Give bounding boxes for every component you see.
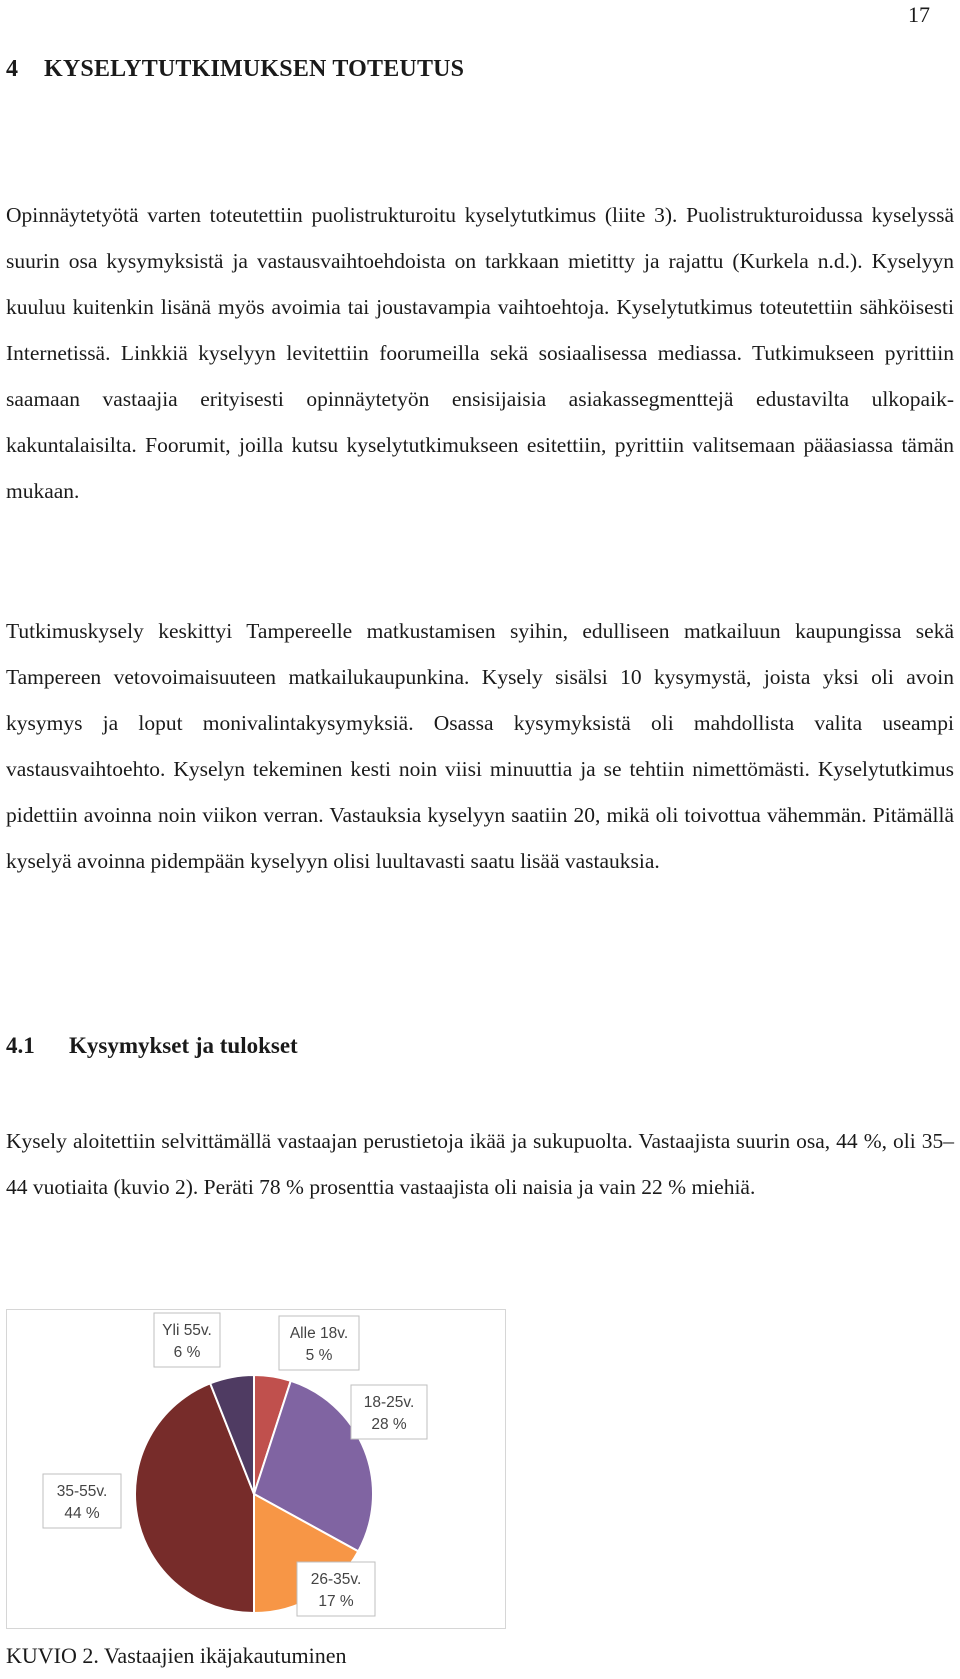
slice-category-label: Alle 18v. [289, 1325, 349, 1342]
section-heading [6, 1033, 298, 1059]
slice-value-label: 17 % [318, 1593, 354, 1610]
slice-value-label: 6 % [173, 1344, 201, 1361]
data-label-35-55v [43, 1474, 121, 1528]
slice-value-label: 44 % [64, 1505, 100, 1522]
slice-category-label: 26-35v. [310, 1571, 362, 1588]
section-title: Kysymykset ja tulokset [69, 1033, 298, 1058]
slice-value-label: 5 % [305, 1347, 333, 1364]
age-pie-chart [6, 1309, 506, 1629]
chapter-heading [6, 56, 464, 83]
data-label-yli-55v [154, 1313, 220, 1367]
paragraph-1: Opinnäytetyötä varten toteutettiin puolistrukturoitu kyselytutkimus (liite 3). Puolistrukturoidussa kyselyssä suurin osa kysymyksistä ja vastausvaihtoehdoista on tarkkaan mietitty ja rajattu (Kurkela n.d.). Kyselyyn kuuluu kuitenkin lisänä myös avoimia tai joustavampia vaihtoehtoja. Kyselytutkimus toteutettiin sähköisesti Internetissä. Linkkiä kyselyyn levitettiin foorumeilla sekä sosiaalisessa mediassa. Tutkimukseen pyrittiin saamaan vastaajia erityisesti opinnäytetyön ensisijaisia asiakassegmenttejä edustavilta ulkopaikkakuntalaisilta. Foorumit, joilla kutsu kyselytutkimukseen esitettiin, pyrittiin valitsemaan pääasiassa tämän mukaan. [6, 203, 954, 503]
slice-value-label: 28 % [371, 1416, 407, 1433]
slice-category-label: Yli 55v. [162, 1322, 212, 1339]
data-label-26-35v [297, 1562, 375, 1616]
data-label-18-25v [351, 1385, 427, 1439]
page-number: 17 [908, 2, 930, 27]
chapter-title: KYSELYTUTKIMUKSEN TOTEUTUS [44, 56, 465, 82]
data-label-alle-18v [279, 1316, 359, 1370]
chapter-number: 4 [6, 56, 19, 82]
section-number: 4.1 [6, 1033, 35, 1058]
figure-caption: KUVIO 2. Vastaajien ikäjakautuminen [6, 1643, 347, 1668]
paragraph-2: Tutkimuskysely keskittyi Tampereelle matkustamisen syihin, edulliseen matkailuun kaupungissa sekä Tampereen vetovoimaisuuteen matkailukaupunkina. Kysely sisälsi 10 kysymystä, joista yksi oli avoin kysymys ja loput monivalintakysymyksiä. Osassa kysymyksistä oli mahdollista valita useampi vastausvaihtoehto. Kyselyn tekeminen kesti noin viisi minuuttia ja se tehtiin nimettömästi. Kyselytutkimus pidettiin avoinna noin viikon verran. Vastauksia kyselyyn saatiin 20, mikä oli toivottua vähemmän. Pitämällä kyselyä avoinna pidempään kyselyyn olisi luultavasti saatu lisää vastauksia. [6, 619, 954, 873]
paragraph-3: Kysely aloitettiin selvittämällä vastaajan perustietoja ikää ja sukupuolta. Vastaajista suurin osa, 44 %, oli 35–44 vuotiaita (kuvio 2). Peräti 78 % prosenttia vastaajista oli naisia ja vain 22 % miehiä. [6, 1129, 954, 1199]
pie-chart-svg [7, 1310, 507, 1630]
slice-category-label: 18-25v. [363, 1394, 415, 1411]
slice-category-label: 35-55v. [56, 1483, 108, 1500]
